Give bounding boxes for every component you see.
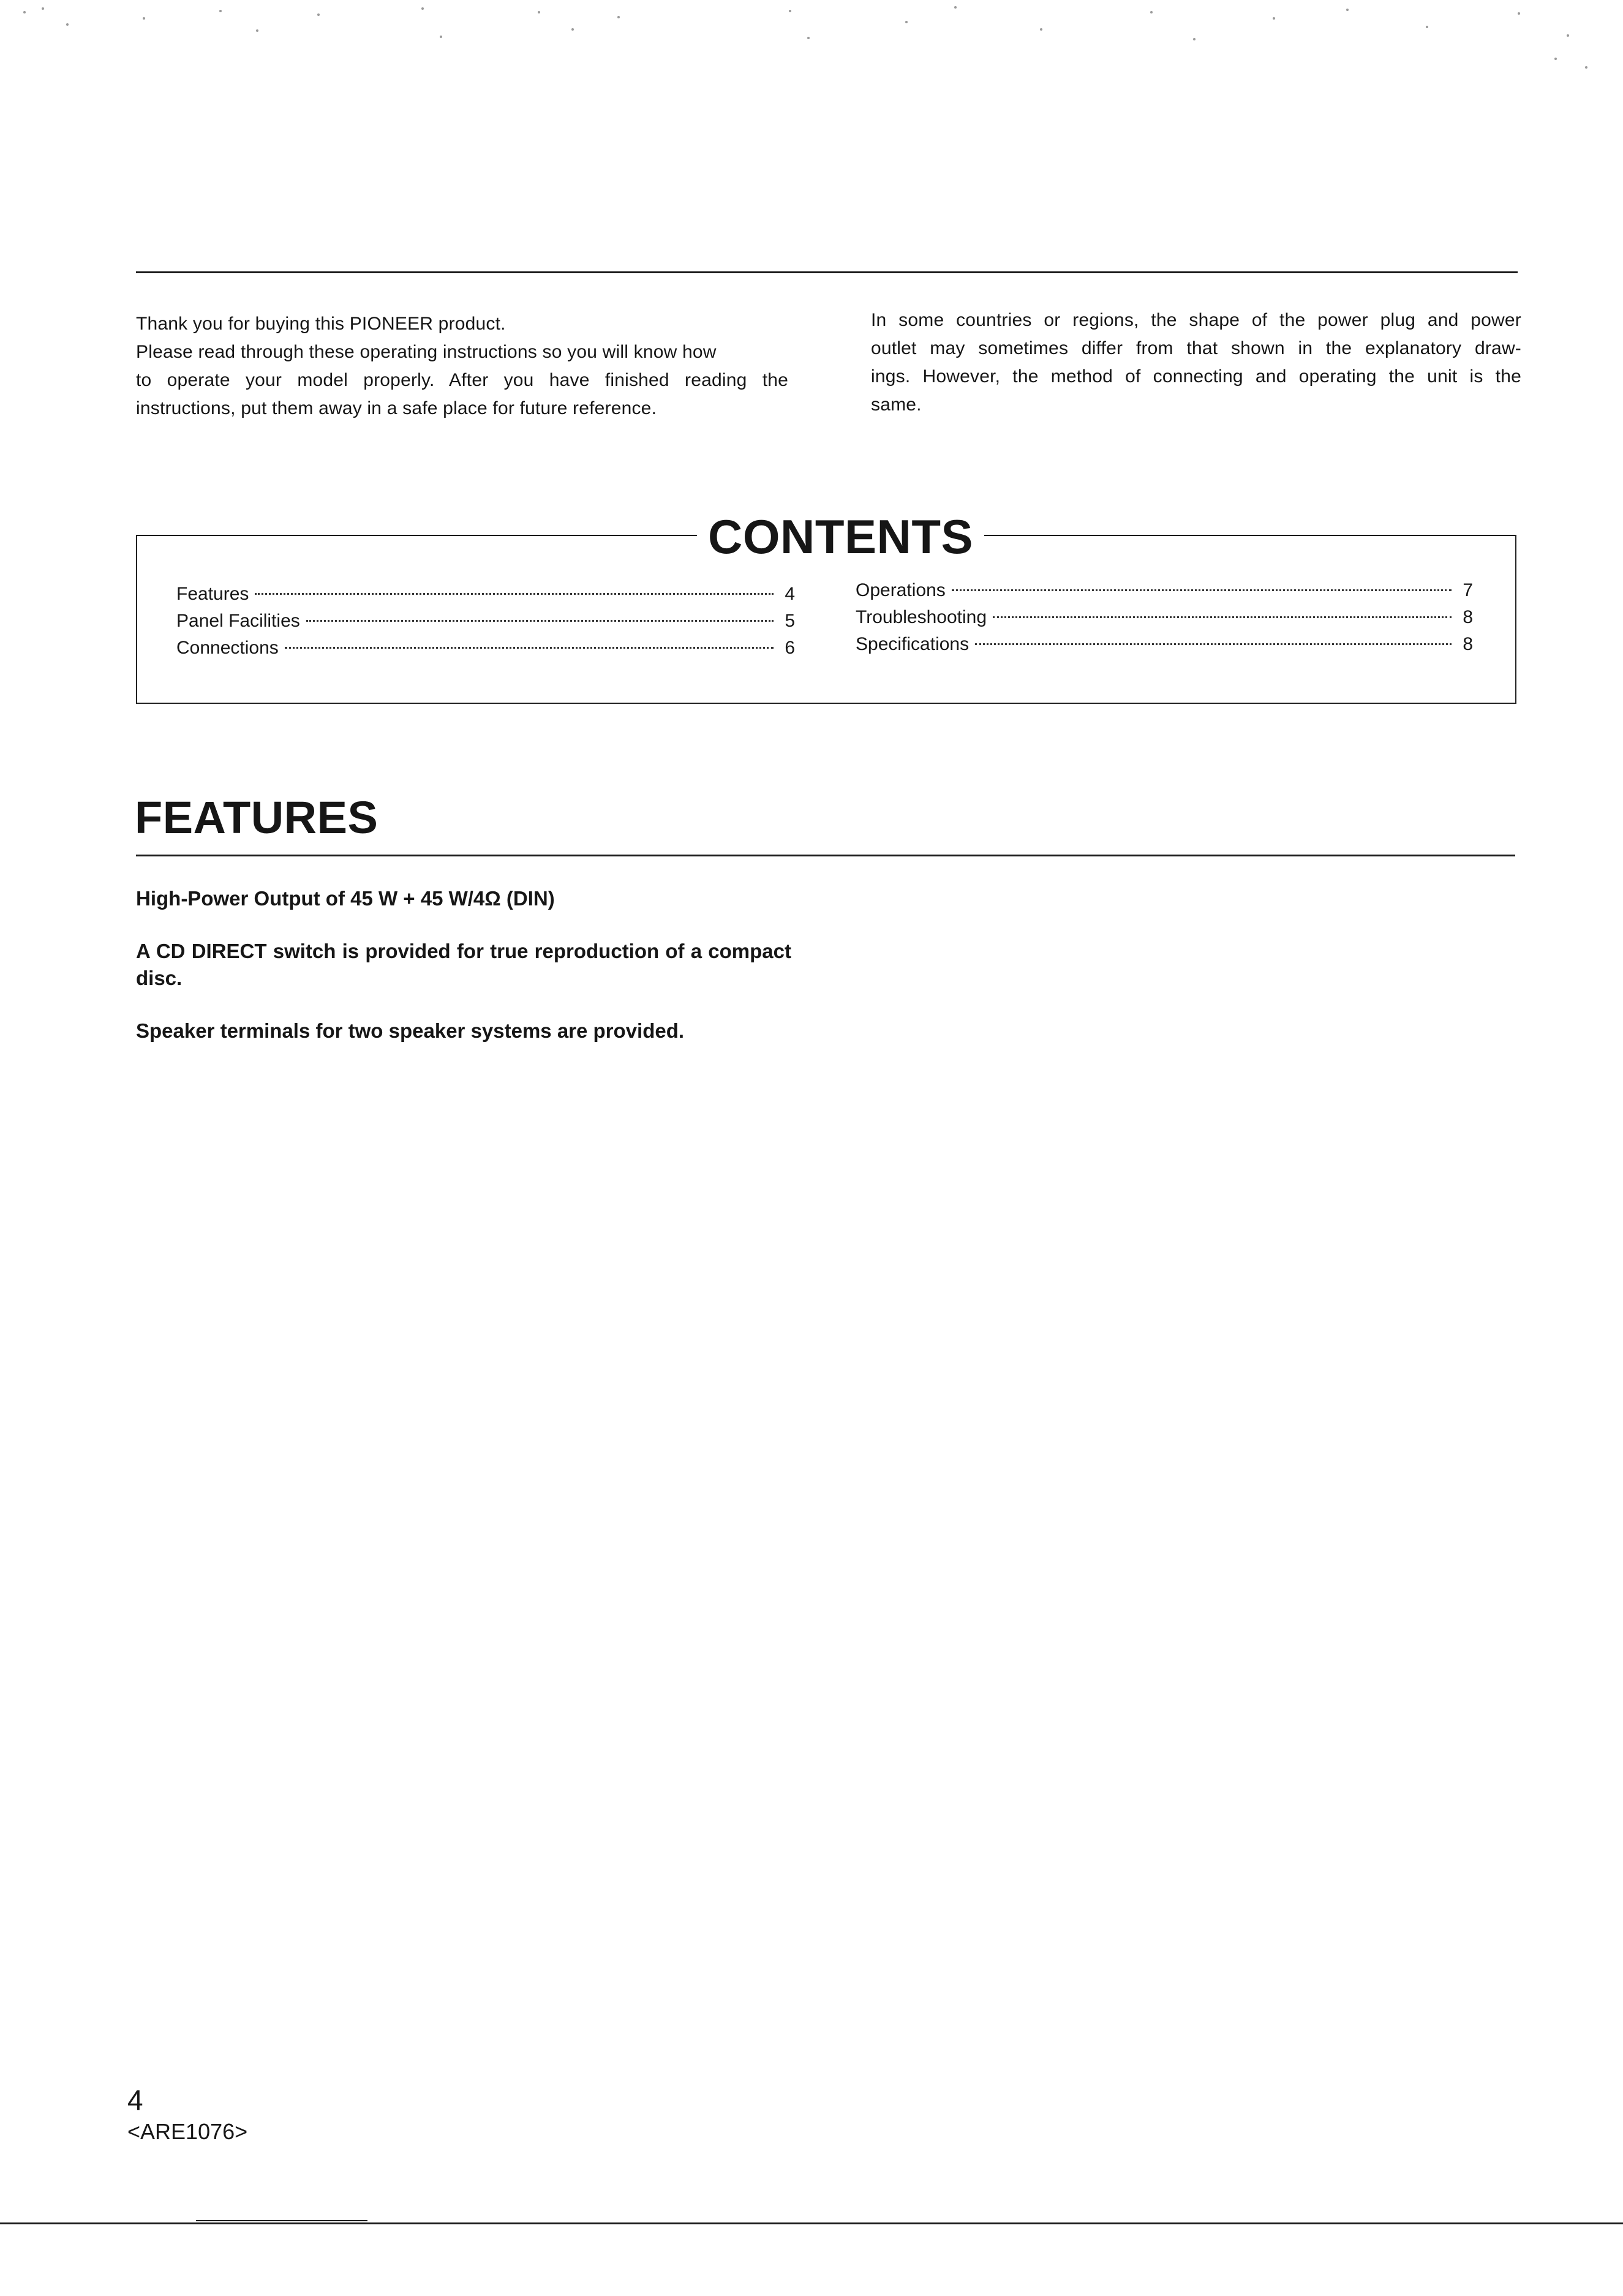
contents-entry[interactable] [856, 631, 1473, 658]
intro-paragraph-right [871, 306, 1521, 419]
contents-entry-page: 7 [1463, 580, 1473, 600]
document-code: <ARE1076> [127, 2119, 248, 2144]
contents-entry-page: 8 [1463, 634, 1473, 654]
intro-right-line: ings. However, the method of connecting and operating the unit is the [871, 366, 1521, 387]
dot-leader [306, 620, 774, 622]
bottom-rule-short [196, 2220, 367, 2221]
contents-column-left [176, 581, 795, 662]
contents-entry[interactable] [176, 581, 795, 608]
contents-entry[interactable] [856, 604, 1473, 631]
contents-entry-label: Specifications [856, 634, 970, 654]
contents-entry-page: 5 [785, 611, 795, 631]
feature-item: Speaker terminals for two speaker systems are provided. [136, 1019, 685, 1042]
dot-leader [993, 616, 1452, 618]
intro-right-line: same. [871, 395, 922, 415]
features-rule [136, 855, 1515, 856]
scan-specks [0, 0, 1623, 86]
contents-entry[interactable] [856, 577, 1473, 604]
contents-entry-page: 6 [785, 638, 795, 658]
dot-leader [285, 647, 774, 649]
top-rule [136, 271, 1518, 273]
bottom-rule [0, 2222, 1623, 2224]
contents-entry-label: Connections [176, 638, 279, 658]
contents-entry-label: Troubleshooting [856, 607, 987, 627]
contents-entry-page: 4 [785, 584, 795, 604]
contents-entry[interactable] [176, 635, 795, 662]
contents-entry-label: Operations [856, 580, 946, 600]
dot-leader [975, 643, 1452, 645]
features-heading: FEATURES [135, 792, 378, 843]
contents-entry-label: Panel Facilities [176, 611, 300, 631]
dot-leader [952, 589, 1452, 591]
intro-left-line: Thank you for buying this PIONEER product. [136, 314, 506, 334]
dot-leader [255, 593, 774, 595]
page-number: 4 [127, 2084, 143, 2116]
intro-left-line: Please read through these operating instructions so you will know how [136, 342, 717, 362]
intro-left-line: instructions, put them away in a safe place for future reference. [136, 398, 657, 418]
contents-entry[interactable] [176, 608, 795, 635]
intro-left-line: to operate your model properly. After you have finished reading the [136, 370, 788, 390]
contents-entry-page: 8 [1463, 607, 1473, 627]
intro-paragraph-left [136, 310, 788, 423]
contents-column-right [856, 577, 1473, 658]
feature-item: High-Power Output of 45 W + 45 W/4Ω (DIN) [136, 887, 555, 910]
intro-right-line: In some countries or regions, the shape of the power plug and power [871, 310, 1521, 330]
intro-right-line: outlet may sometimes differ from that shown in the explanatory draw- [871, 338, 1521, 358]
contents-entry-label: Features [176, 584, 249, 604]
contents-title: CONTENTS [697, 507, 984, 566]
feature-item: A CD DIRECT switch is provided for true reproduction of a compact disc. [136, 940, 791, 989]
features-list [136, 885, 791, 1070]
